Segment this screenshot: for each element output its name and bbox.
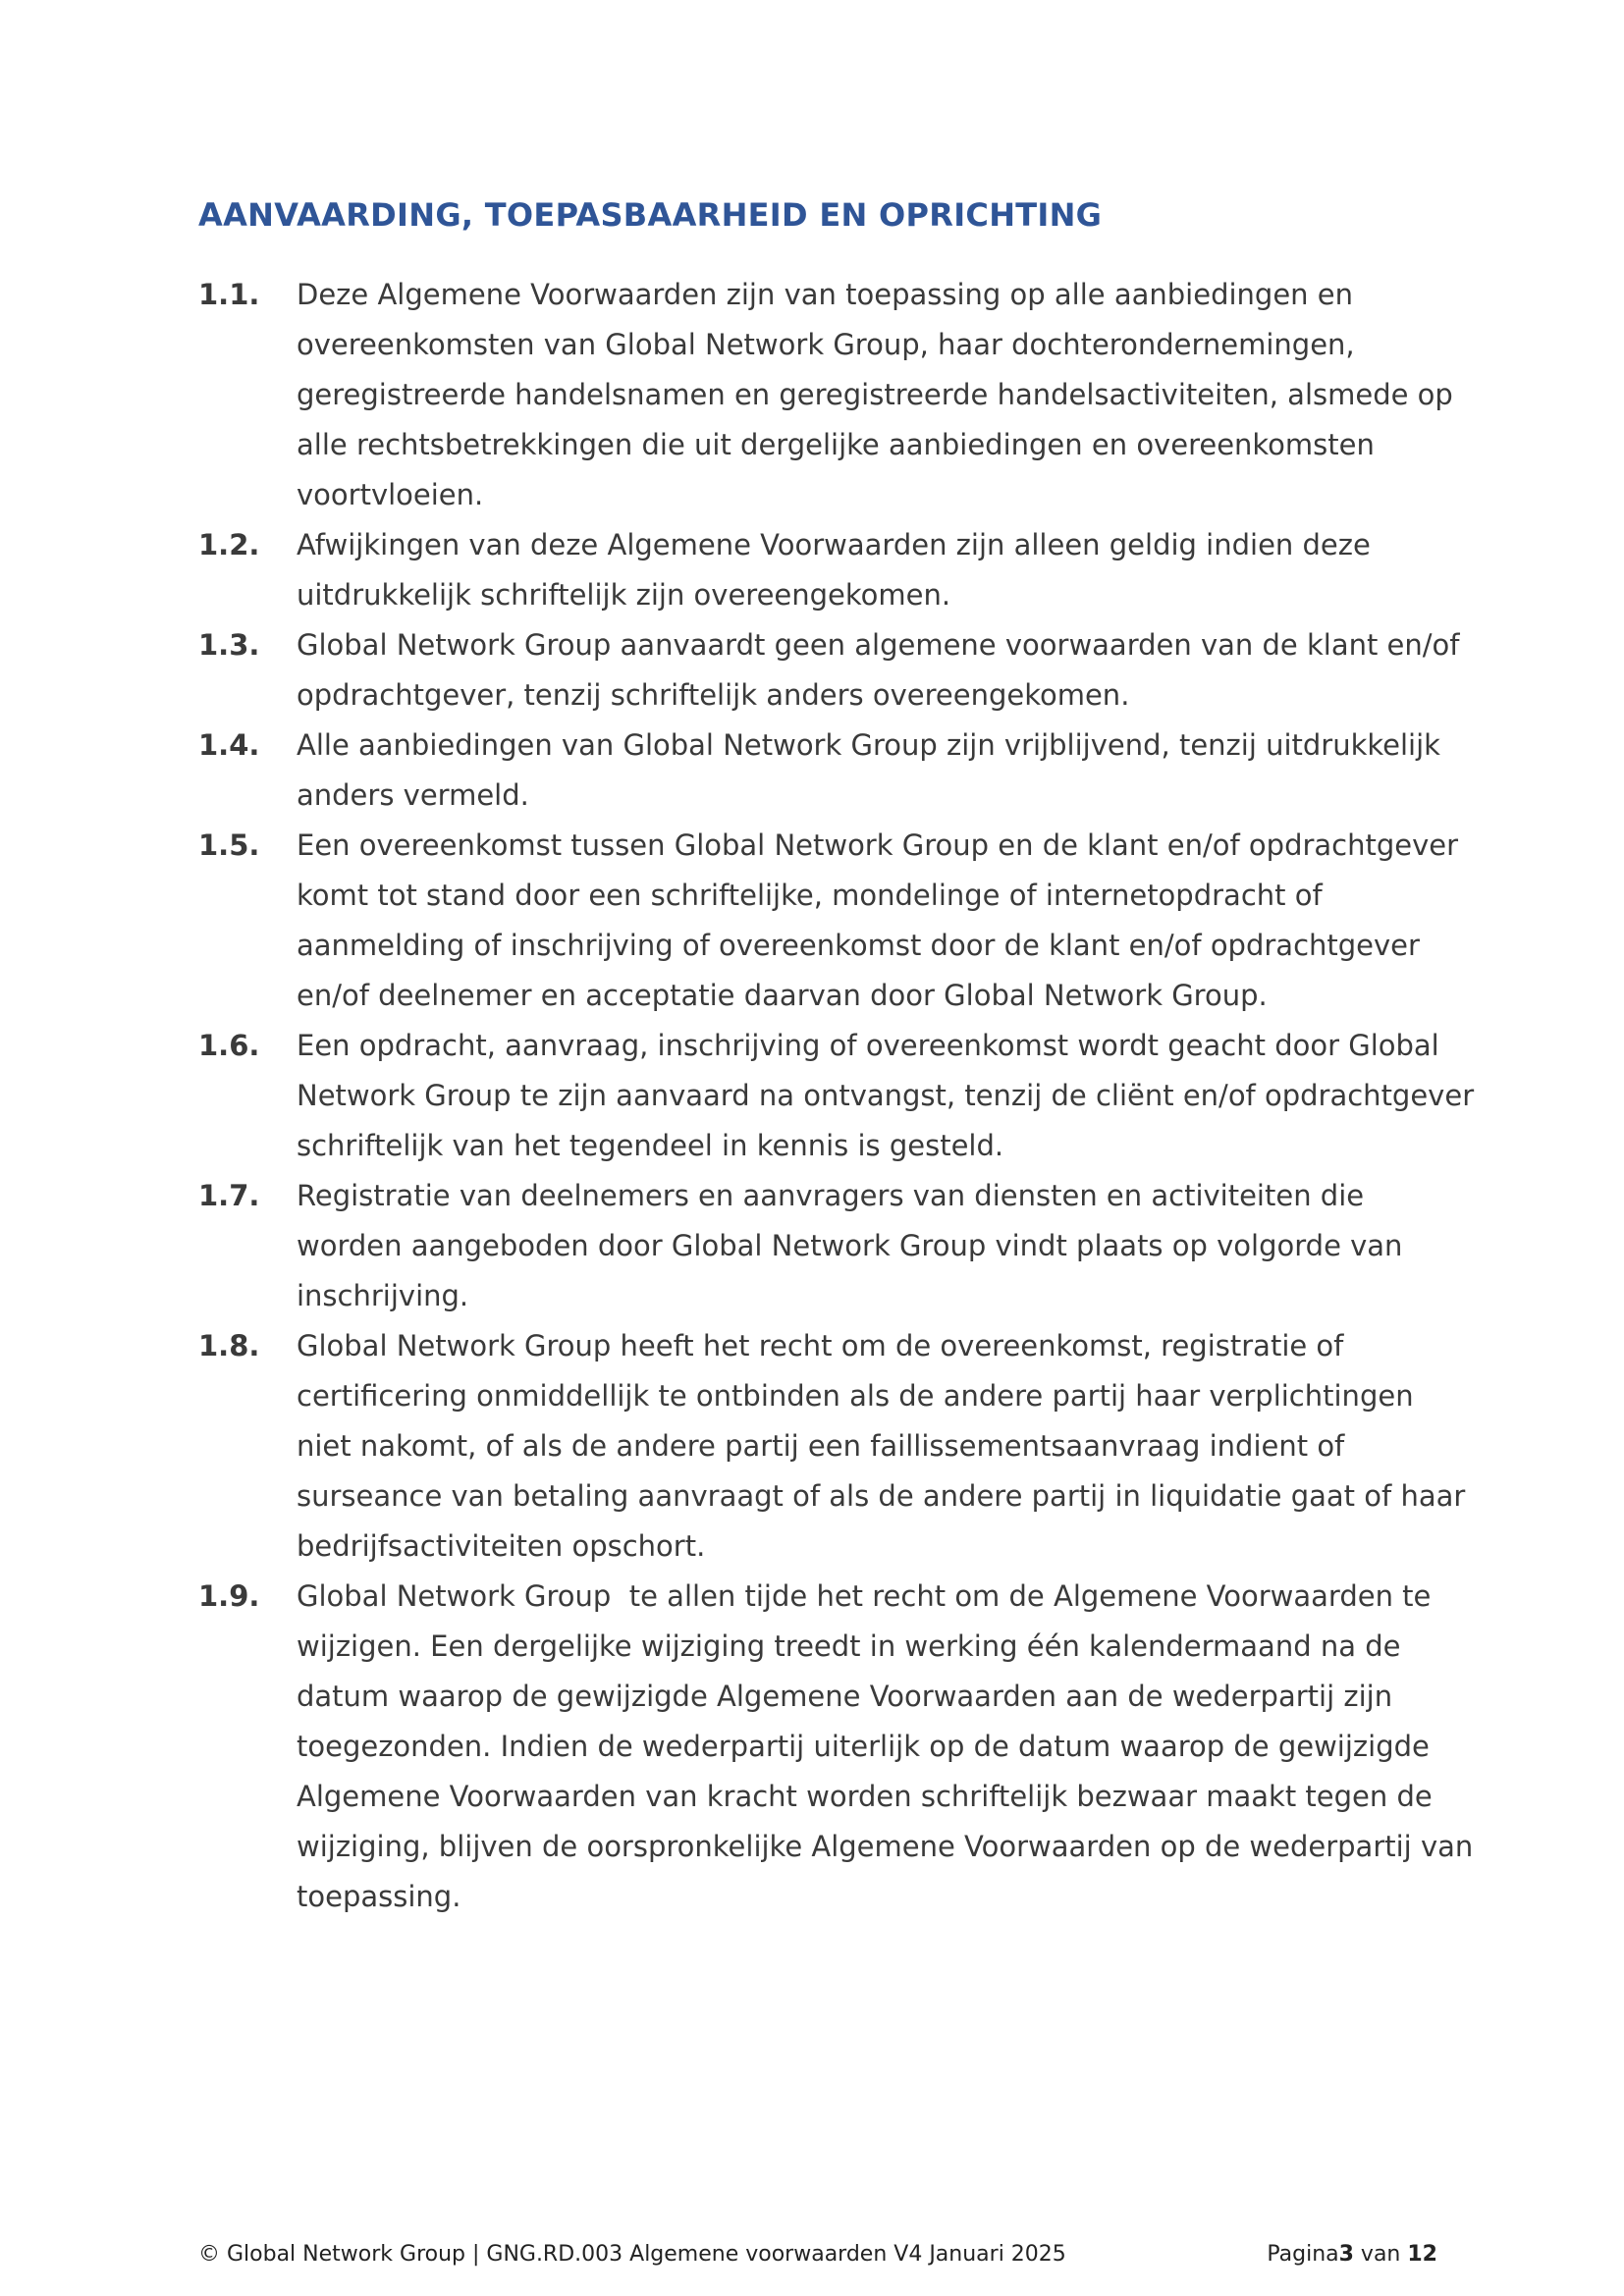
clause-text: Global Network Group aanvaardt geen algemene voorwaarden van de klant en/of opdrachtgever, tenzij schriftelijk anders overeengekomen. <box>297 628 1469 712</box>
clause-item <box>198 1171 1475 1321</box>
clause-text: Registratie van deelnemers en aanvragers van diensten en activiteiten die worden aangeboden door Global Network Group vindt plaats op volgorde van inschrijving. <box>297 1179 1412 1312</box>
clause-item <box>198 270 1475 520</box>
page-total: 12 <box>1407 2242 1437 2267</box>
clause-item <box>198 721 1475 821</box>
clause-list <box>198 270 1484 1922</box>
clause-text: Een opdracht, aanvraag, inschrijving of overeenkomst wordt geacht door Global Network Group te zijn aanvaard na ontvangst, tenzij de cliënt en/of opdrachtgever schriftelijk van het tegendeel in kennis is gesteld. <box>297 1029 1484 1162</box>
page-number <box>1267 2242 1437 2267</box>
clause-number: 1.1. <box>198 278 260 311</box>
clause-text: Deze Algemene Voorwaarden zijn van toepassing op alle aanbiedingen en overeenkomsten van Global Network Group, haar dochterondernemingen, geregistreerde handelsnamen en geregistreerde handelsactiviteiten, alsmede op alle rechtsbetrekkingen die uit dergelijke aanbiedingen en overeenkomsten voortvloeien. <box>297 278 1463 511</box>
clause-number: 1.6. <box>198 1029 260 1062</box>
clause-item <box>198 1572 1483 1922</box>
page-footer <box>198 2242 1437 2267</box>
clause-item <box>198 1021 1484 1171</box>
clause-text: Global Network Group te allen tijde het recht om de Algemene Voorwaarden te wijzigen. Een dergelijke wijziging treedt in werking één kalendermaand na de datum waarop de gewijzigde Algemene Voorwaarden aan de wederpartij zijn toegezonden. Indien de wederpartij uiterlijk op de datum waarop de gewijzigde Algemene Voorwaarden van kracht worden schriftelijk bezwaar maakt tegen de wijziging, blijven de oorspronkelijke Algemene Voorwaarden op de wederpartij van toepassing. <box>297 1579 1483 1913</box>
page-separator: van <box>1353 2242 1408 2267</box>
footer-copyright: © Global Network Group | GNG.RD.003 Algemene voorwaarden V4 Januari 2025 <box>198 2242 1066 2267</box>
page-label: Pagina <box>1267 2242 1339 2267</box>
clause-number: 1.4. <box>198 728 260 762</box>
clause-number: 1.2. <box>198 528 260 561</box>
clause-text: Alle aanbiedingen van Global Network Group zijn vrijblijvend, tenzij uitdrukkelijk anders vermeld. <box>297 728 1450 812</box>
clause-number: 1.8. <box>198 1329 260 1362</box>
clause-item <box>198 520 1475 620</box>
clause-number: 1.5. <box>198 828 260 862</box>
clause-number: 1.9. <box>198 1579 260 1613</box>
clause-item <box>198 620 1475 721</box>
clause-item <box>198 821 1475 1021</box>
clause-text: Global Network Group heeft het recht om de overeenkomst, registratie of certificering onmiddellijk te ontbinden als de andere partij haar verplichtingen niet nakomt, of als de andere partij een faillissementsaanvraag indient of surseance van betaling aanvraagt of als de andere partij in liquidatie gaat of haar bedrijfsactiviteiten opschort. <box>297 1329 1475 1563</box>
clause-text: Afwijkingen van deze Algemene Voorwaarden zijn alleen geldig indien deze uitdrukkelijk schriftelijk zijn overeengekomen. <box>297 528 1380 612</box>
section-heading: AANVAARDING, TOEPASBAARHEID EN OPRICHTING <box>198 196 1103 234</box>
page-current: 3 <box>1338 2242 1354 2267</box>
clause-text: Een overeenkomst tussen Global Network Group en de klant en/of opdrachtgever komt tot stand door een schriftelijke, mondelinge of internetopdracht of aanmelding of inschrijving of overeenkomst door de klant en/of opdrachtgever en/of deelnemer en acceptatie daarvan door Global Network Group. <box>297 828 1468 1012</box>
clause-item <box>198 1321 1475 1572</box>
clause-number: 1.7. <box>198 1179 260 1212</box>
clause-number: 1.3. <box>198 628 260 662</box>
